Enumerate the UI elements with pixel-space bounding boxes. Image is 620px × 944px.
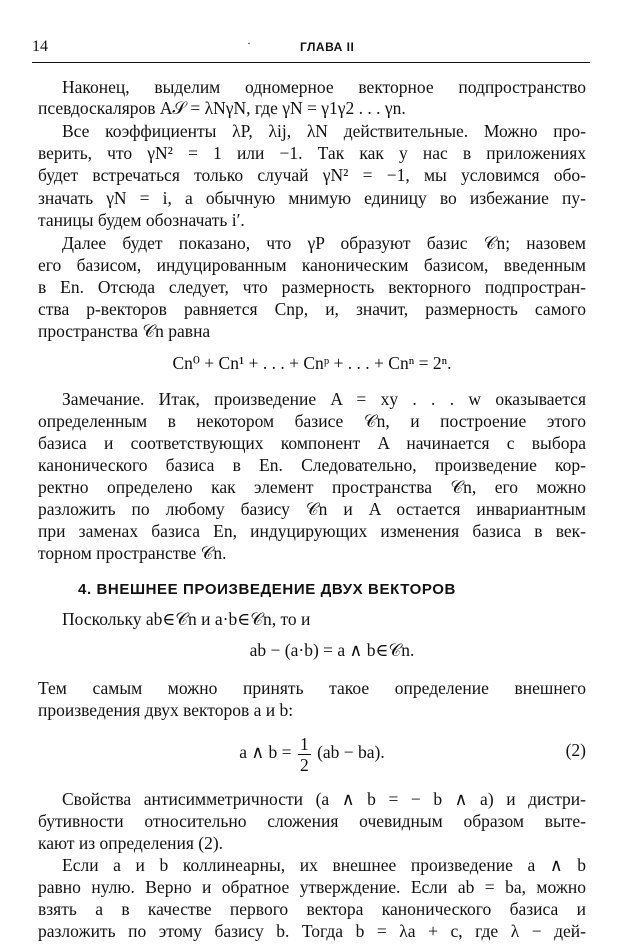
- paragraph-1-line-1: Наконец, выделим одномерное векторное подпространство: [62, 77, 586, 97]
- paragraph-2-line-4: значать γN = i, а обычную мнимую единицу во избежание пу-: [38, 188, 586, 208]
- remark-line-4: канонического базиса в En. Следовательно, произведение кор-: [38, 454, 586, 475]
- header-dot: ·: [247, 36, 251, 50]
- fraction-denominator: 2: [299, 754, 309, 775]
- page-number: 14: [32, 38, 48, 55]
- running-header: [32, 38, 590, 60]
- remark-line-2: определенным в некотором базисе 𝒞n, и построение этого: [38, 410, 586, 431]
- paragraph-2-line-5: таницы будем обозначать i′.: [38, 210, 245, 230]
- paragraph-3-line-3: в En. Отсюда следует, что размерность векторного подпростран-: [38, 276, 586, 297]
- paragraph-7-line-3: кают из определения (2).: [38, 832, 224, 853]
- equation-number: (2): [565, 740, 586, 761]
- paragraph-6-line-1: Тем самым можно принять такое определение внешнего: [38, 677, 586, 698]
- header-rule: [32, 62, 590, 63]
- equation-2-fraction: [298, 734, 311, 775]
- paragraph-5: Поскольку ab∈𝒞n и a·b∈𝒞n, то и: [62, 609, 311, 630]
- paragraph-8-line-4: разложить по этому базису b. Тогда b = λa + c, где λ − дей-: [38, 921, 586, 941]
- paragraph-8-line-1: Если a и b коллинеарны, их внешнее произведение a ∧ b: [62, 854, 586, 875]
- paragraph-8-line-3: взять a в качестве первого вектора канонического базиса и: [38, 898, 586, 919]
- paragraph-7-line-2: бутивности относительно сложения очевидным образом выте-: [38, 810, 586, 831]
- paragraph-2-line-2: верить, что γN² = 1 или −1. Так как у нас в приложениях: [38, 143, 586, 164]
- paragraph-6-line-2: произведения двух векторов a и b:: [38, 699, 294, 720]
- paragraph-2-line-1: Все коэффициенты λP, λij, λN действительные. Можно про-: [62, 121, 586, 142]
- paragraph-2-line-3: будет встречаться только случай γN² = −1, мы условимся обо-: [38, 165, 586, 186]
- binomial-sum-equation: Cn⁰ + Cn¹ + . . . + Cnᵖ + . . . + Cnⁿ = 2ⁿ.: [172, 352, 452, 373]
- wedge-definition-equation: ab − (a·b) = a ∧ b∈𝒞n.: [249, 639, 415, 660]
- paragraph-3-line-5: пространства 𝒞n равна: [38, 321, 211, 341]
- equation-2: [38, 732, 586, 774]
- paragraph-3-line-2: его базисом, индуцированным каноническим базисом, введенным: [38, 254, 586, 275]
- paragraph-3-line-4: ства p-векторов равняется Cnp, и, значит, размерность самого: [38, 299, 586, 319]
- equation-2-lhs: a ∧ b =: [239, 742, 292, 763]
- section-heading: 4. ВНЕШНЕЕ ПРОИЗВЕДЕНИЕ ДВУХ ВЕКТОРОВ: [78, 581, 456, 599]
- remark-line-6: разложить по любому базису 𝒞n и A остается инвариантным: [38, 499, 586, 519]
- remark-line-5: ректно определено как элемент пространства 𝒞n, его можно: [38, 476, 586, 497]
- remark-line-7: при заменах базиса En, индуцирующих изменения базиса в век-: [38, 521, 586, 541]
- fraction-numerator: 1: [299, 733, 309, 754]
- chapter-title: ГЛАВА II: [300, 40, 355, 54]
- remark-line-3: базиса и соответствующих компонент A начинается с выбора: [38, 432, 586, 453]
- paragraph-3-line-1: Далее будет показано, что γP образуют базис 𝒞n; назовем: [62, 232, 586, 253]
- remark-line-1: Замечание. Итак, произведение A = xy . . . w оказывается: [62, 388, 586, 409]
- equation-2-rhs: (ab − ba).: [317, 742, 385, 763]
- paragraph-1-line-2: псевдоскаляров A𝒮 = λNγN, где γN = γ1γ2 . . . γn.: [38, 98, 406, 119]
- paragraph-8-line-2: равно нулю. Верно и обратное утверждение. Если ab = ba, можно: [38, 876, 586, 897]
- paragraph-7-line-1: Свойства антисимметричности (a ∧ b = − b ∧ a) и дистри-: [62, 788, 586, 809]
- remark-line-8: торном пространстве 𝒞n.: [38, 543, 227, 564]
